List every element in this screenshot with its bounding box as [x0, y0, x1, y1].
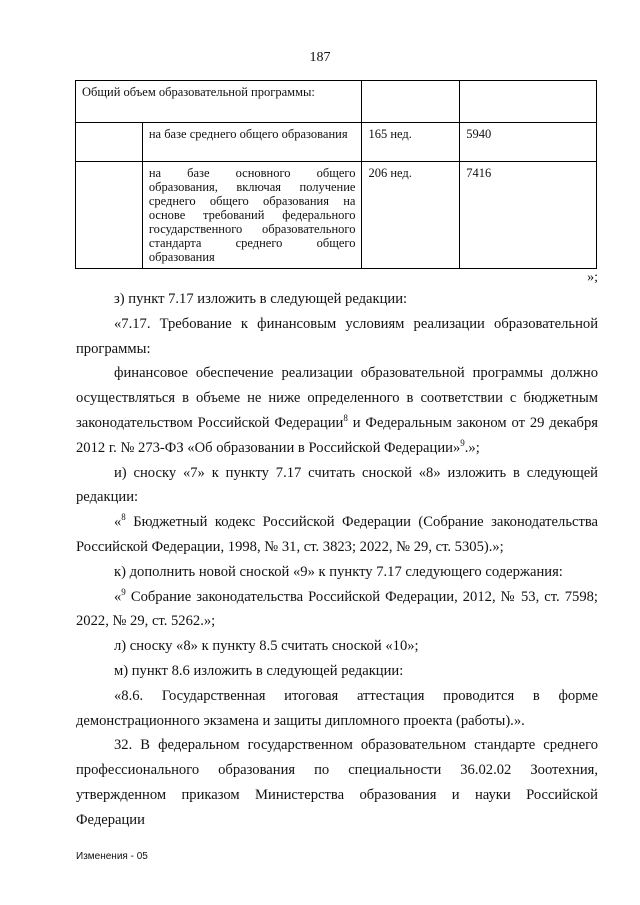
- table-row: [76, 81, 597, 123]
- paragraph-footnote-8: «$^8$ Бюджетный кодекс Российской Федерации (Собрание законодательства Российской Федерации, 1998, № 31, ст. 3823; 2022, № 29, ст. 5305).»;: [76, 512, 598, 555]
- amendment-text: [76, 287, 598, 833]
- table-cell: [76, 162, 143, 269]
- program-volume-table: [75, 80, 597, 269]
- table-closing-quote: »;: [587, 270, 598, 285]
- table-cell: 5940: [460, 123, 597, 162]
- page-number: 187: [309, 50, 331, 65]
- paragraph-item-l: л) сноску «8» к пункту 8.5 считать сноской «10»;: [114, 638, 419, 655]
- paragraph-7-17-heading: «7.17. Требование к финансовым условиям реализации образовательной программы:: [76, 315, 598, 357]
- paragraph-8-6: «8.6. Государственная итоговая аттестация проводится в форме демонстрационного экзамена и защиты дипломного проекта (работы).».: [76, 687, 598, 729]
- footer-revision: Изменения - 05: [76, 851, 148, 862]
- footnote-ref-9: 9: [460, 437, 465, 448]
- footnote-mark-8: 8: [121, 512, 126, 523]
- table-cell: на базе среднего общего образования: [142, 123, 362, 162]
- table-row: [76, 123, 597, 162]
- table-row: [76, 162, 597, 269]
- table-cell: 7416: [460, 162, 597, 269]
- footnote-ref-8: 8: [343, 412, 348, 423]
- paragraph-item-k: к) дополнить новой сноской «9» к пункту 7.17 следующего содержания:: [114, 563, 563, 580]
- table-cell: 165 нед.: [362, 123, 460, 162]
- table-cell: [76, 123, 143, 162]
- table-cell: на базе основного общего образования, включая получение среднего общего образования на основе требований федерального государственного образовательного стандарта среднего общего образования: [142, 162, 362, 269]
- paragraph-item-z: з) пункт 7.17 изложить в следующей редакции:: [114, 291, 408, 307]
- paragraph-item-m: м) пункт 8.6 изложить в следующей редакции:: [114, 662, 404, 679]
- footnote-mark-9: 9: [121, 586, 126, 597]
- table-cell: [460, 81, 597, 123]
- table-header-cell: Общий объем образовательной программы:: [76, 81, 362, 123]
- paragraph-32: 32. В федеральном государственном образовательном стандарте среднего профессионального образования по специальности 36.02.02 Зоотехния, утвержденном приказом Министерства образования и науки Российской Федерации: [76, 737, 598, 828]
- paragraph-item-i: и) сноску «7» к пункту 7.17 считать сноской «8» изложить в следующей редакции:: [76, 464, 598, 506]
- table-cell: 206 нед.: [362, 162, 460, 269]
- paragraph-footnote-9: «$^9$ Собрание законодательства Российской Федерации, 2012, № 53, ст. 7598; 2022, № 29, ст. 5262.»;: [76, 586, 598, 630]
- table-cell: [362, 81, 460, 123]
- paragraph-financial-provision: финансовое обеспечение реализации образовательной программы должно осуществляться в объеме не ниже определенного в соответствии с бюджетным законодательством Российской Федерации$^8$ и Федеральным законом от 29 декабря 2012 г. № 273-ФЗ «Об образовании в Российской Федерации»$^9$.»;: [76, 365, 598, 456]
